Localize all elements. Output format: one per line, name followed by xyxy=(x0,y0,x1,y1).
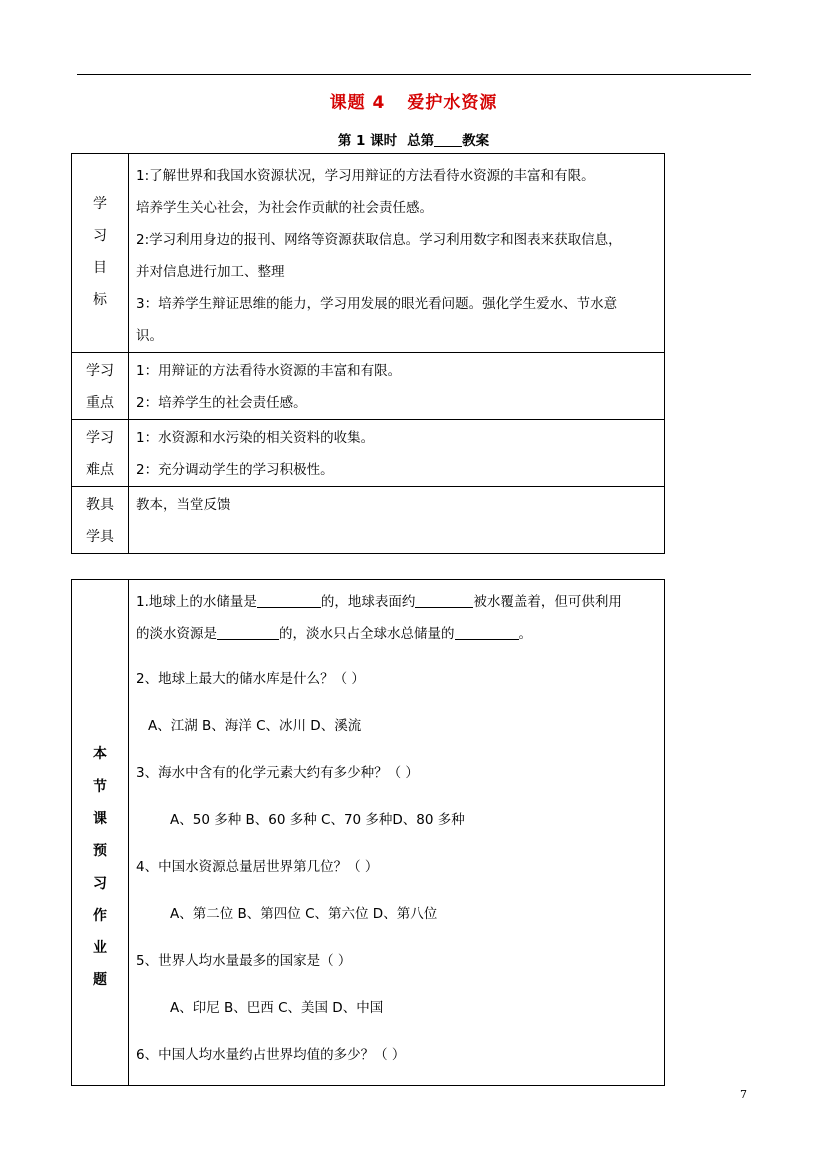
blank-2[interactable] xyxy=(415,593,473,608)
blank-4[interactable] xyxy=(455,625,519,640)
materials-row xyxy=(72,487,665,554)
question-1-line-1: 1.地球上的水储量是 的，地球表面约 被水覆盖着，但可供利用 xyxy=(136,594,622,610)
question-6: 6、中国人均水量约占世界均值的多少？（ ） xyxy=(136,1047,406,1063)
total-blank xyxy=(434,133,462,147)
lesson-topic: 爱护水资源 xyxy=(407,93,498,113)
objectives-label: 学 习 目 标 xyxy=(72,154,129,353)
question-1-line-2: 的淡水资源是 的，淡水只占全球水总储量的 。 xyxy=(136,626,532,642)
question-2: 2、地球上最大的储水库是什么？（ ） xyxy=(136,671,365,687)
preview-questions xyxy=(129,580,665,1086)
question-2-options: A、江湖 B、海洋 C、冰川 D、溪流 xyxy=(148,718,362,734)
materials-label: 教具 学具 xyxy=(72,487,129,554)
question-5: 5、世界人均水量最多的国家是（ ） xyxy=(136,953,352,969)
page-number: 7 xyxy=(740,1088,747,1101)
preview-row xyxy=(72,580,665,1086)
question-3-options: A、50 多种 B、60 多种 C、70 多种D、80 多种 xyxy=(170,812,465,828)
lesson-subtitle xyxy=(0,129,827,149)
total-label: 总第 xyxy=(407,133,435,149)
period-label: 第 1 课时 xyxy=(337,133,398,149)
objectives-row xyxy=(72,154,665,353)
blank-3[interactable] xyxy=(217,625,279,640)
objectives-content: 1:了解世界和我国水资源状况，学习用辩证的方法看待水资源的丰富和有限。 培养学生关心社会，为社会作贡献的社会责任感。 2:学习利用身边的报刊、网络等资源获取信息。学习利用数字和图表来获取信息， 并对信息进行加工、整理 3：培养学生辩证思维的能力，学习用发展的眼光看问题。强化学生爱水、节水意 识。 xyxy=(129,154,665,353)
header-rule xyxy=(77,74,751,75)
lesson-info-table xyxy=(71,153,665,554)
materials-content: 教本，当堂反馈 xyxy=(129,487,665,554)
question-5-options: A、印尼 B、巴西 C、美国 D、中国 xyxy=(170,1000,384,1016)
lesson-title xyxy=(0,88,827,113)
blank-1[interactable] xyxy=(257,593,321,608)
difficulties-label: 学习 难点 xyxy=(72,420,129,487)
preview-label: 本 节 课 预 习 作 业 题 xyxy=(72,580,129,1086)
difficulties-row xyxy=(72,420,665,487)
question-4: 4、中国水资源总量居世界第几位？（ ） xyxy=(136,859,379,875)
key-points-row xyxy=(72,353,665,420)
question-4-options: A、第二位 B、第四位 C、第六位 D、第八位 xyxy=(170,906,438,922)
preview-homework-table xyxy=(71,579,665,1086)
key-points-label: 学习 重点 xyxy=(72,353,129,420)
key-points-content: 1：用辩证的方法看待水资源的丰富和有限。 2：培养学生的社会责任感。 xyxy=(129,353,665,420)
plan-label: 教案 xyxy=(462,133,490,149)
difficulties-content: 1：水资源和水污染的相关资料的收集。 2：充分调动学生的学习积极性。 xyxy=(129,420,665,487)
question-3: 3、海水中含有的化学元素大约有多少种？（ ） xyxy=(136,765,419,781)
lesson-number: 课题 4 xyxy=(329,93,386,113)
